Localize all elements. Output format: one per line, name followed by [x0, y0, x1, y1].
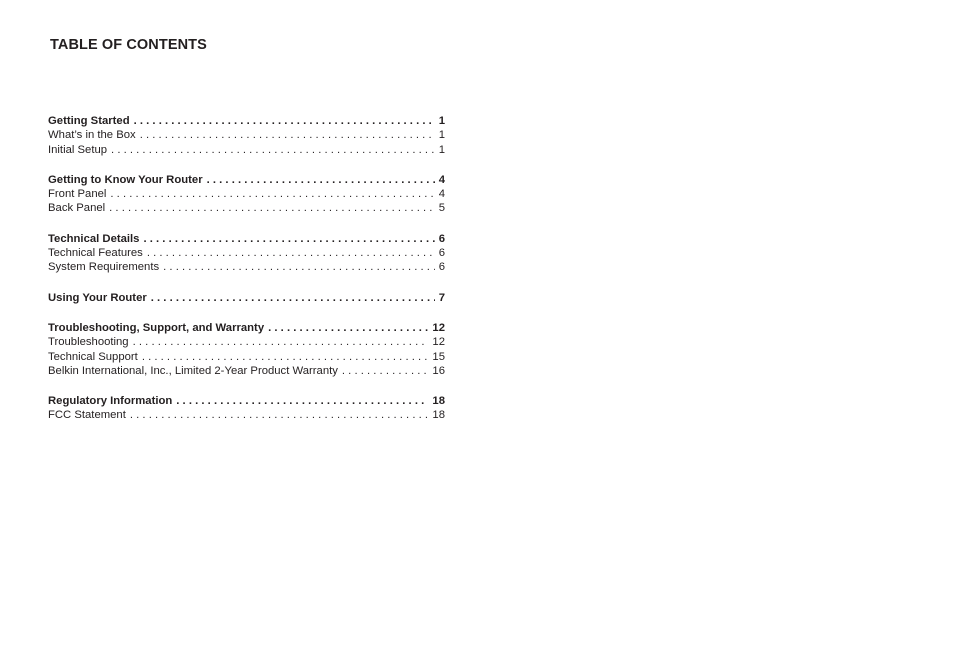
toc-heading-title: Technical Details: [48, 232, 143, 246]
toc-entry-title: System Requirements: [48, 260, 163, 274]
dot-leader: [110, 187, 434, 201]
dot-leader: [342, 364, 429, 378]
toc-entry-title: Technical Features: [48, 246, 147, 260]
toc-section-getting-started: [48, 114, 445, 157]
dot-leader: [143, 232, 434, 246]
toc-entry-title: Troubleshooting: [48, 335, 133, 349]
toc-heading-regulatory-information[interactable]: [48, 394, 445, 408]
dot-leader: [163, 260, 435, 274]
table-of-contents: [48, 114, 445, 439]
toc-entry-technical-features[interactable]: [48, 246, 445, 260]
toc-section-troubleshooting-support-warranty: [48, 321, 445, 378]
dot-leader: [111, 143, 435, 157]
dot-leader: [151, 291, 435, 305]
toc-section-using-your-router: [48, 291, 445, 305]
toc-heading-title: Getting to Know Your Router: [48, 173, 207, 187]
toc-page-number: 4: [435, 187, 445, 201]
toc-entry-technical-support[interactable]: [48, 350, 445, 364]
toc-section-regulatory-information: [48, 394, 445, 423]
dot-leader: [109, 201, 435, 215]
toc-page-number: 6: [435, 260, 445, 274]
toc-entry-back-panel[interactable]: [48, 201, 445, 215]
toc-page-number: 12: [428, 321, 445, 335]
toc-heading-title: Getting Started: [48, 114, 134, 128]
toc-entry-title: What’s in the Box: [48, 128, 140, 142]
toc-entry-fcc-statement[interactable]: [48, 408, 445, 422]
toc-page-number: 7: [435, 291, 445, 305]
toc-section-getting-to-know-your-router: [48, 173, 445, 216]
dot-leader: [133, 335, 429, 349]
toc-heading-title: Troubleshooting, Support, and Warranty: [48, 321, 268, 335]
toc-page-number: 18: [428, 408, 445, 422]
dot-leader: [130, 408, 429, 422]
dot-leader: [140, 128, 435, 142]
toc-entry-title: Belkin International, Inc., Limited 2-Year Product Warranty: [48, 364, 342, 378]
toc-page-number: 1: [435, 143, 445, 157]
toc-heading-getting-to-know-your-router[interactable]: [48, 173, 445, 187]
toc-heading-title: Regulatory Information: [48, 394, 176, 408]
page-title: TABLE OF CONTENTS: [50, 37, 207, 53]
toc-heading-title: Using Your Router: [48, 291, 151, 305]
toc-page-number: 12: [428, 335, 445, 349]
toc-page-number: 15: [428, 350, 445, 364]
toc-entry-troubleshooting[interactable]: [48, 335, 445, 349]
dot-leader: [142, 350, 429, 364]
toc-entry-title: FCC Statement: [48, 408, 130, 422]
toc-entry-system-requirements[interactable]: [48, 260, 445, 274]
toc-entry-title: Initial Setup: [48, 143, 111, 157]
dot-leader: [268, 321, 428, 335]
toc-page-number: 1: [435, 114, 445, 128]
dot-leader: [147, 246, 435, 260]
toc-heading-using-your-router[interactable]: [48, 291, 445, 305]
toc-section-technical-details: [48, 232, 445, 275]
dot-leader: [176, 394, 428, 408]
toc-entry-front-panel[interactable]: [48, 187, 445, 201]
toc-page-number: 6: [435, 246, 445, 260]
toc-page-number: 16: [428, 364, 445, 378]
toc-entry-whats-in-the-box[interactable]: [48, 128, 445, 142]
toc-page-number: 6: [435, 232, 445, 246]
toc-entry-title: Technical Support: [48, 350, 142, 364]
toc-page-number: 5: [435, 201, 445, 215]
toc-heading-technical-details[interactable]: [48, 232, 445, 246]
toc-heading-getting-started[interactable]: [48, 114, 445, 128]
toc-page-number: 1: [435, 128, 445, 142]
toc-entry-title: Back Panel: [48, 201, 109, 215]
toc-entry-limited-warranty[interactable]: [48, 364, 445, 378]
toc-entry-initial-setup[interactable]: [48, 143, 445, 157]
dot-leader: [134, 114, 435, 128]
toc-entry-title: Front Panel: [48, 187, 110, 201]
toc-page-number: 4: [435, 173, 445, 187]
dot-leader: [207, 173, 435, 187]
toc-page-number: 18: [428, 394, 445, 408]
toc-heading-troubleshooting-support-warranty[interactable]: [48, 321, 445, 335]
